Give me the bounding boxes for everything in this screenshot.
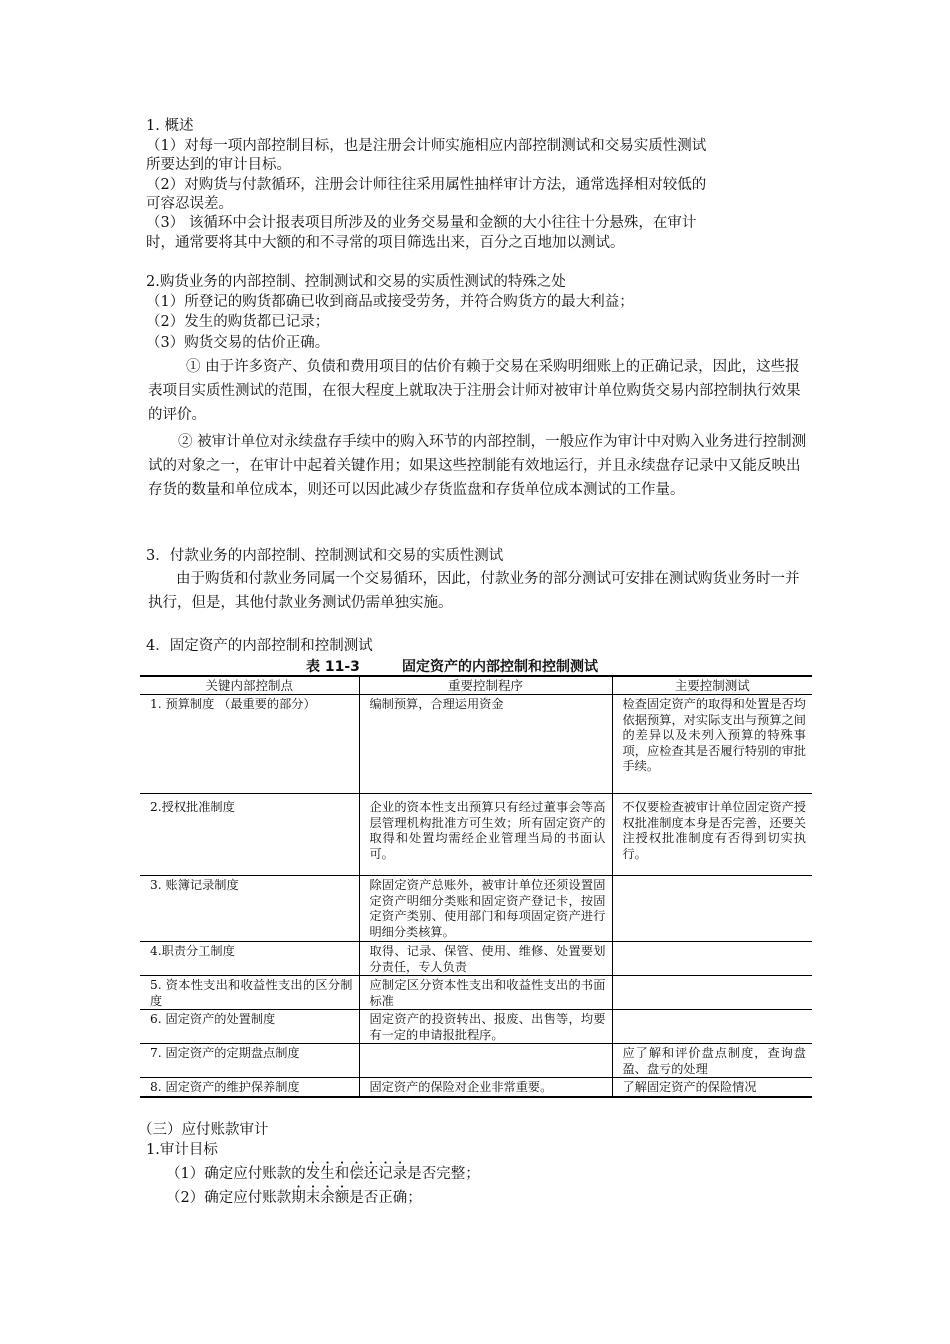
- s2-note-1: ① 由于许多资产、负债和费用项目的估价有赖于交易在采购明细账上的正确记录，因此，这些报表项目实质性测试的范围，在很大程度上就取决于注册会计师对被审计单位购货交易内部控制执行效果的评价。: [148, 359, 801, 423]
- table-row: [140, 794, 812, 876]
- table-cell: 7. 固定资产的定期盘点制度: [140, 1044, 359, 1078]
- table-cell: 8. 固定资产的维护保养制度: [140, 1078, 359, 1097]
- s1-para-1a: （1）对每一项内部控制目标，也是注册会计师实施相应内部控制测试和交易实质性测试: [146, 138, 707, 154]
- s2-item-3: （3）购货交易的估价正确。: [146, 335, 330, 351]
- table-cell: 编制预算，合理运用资金: [359, 695, 612, 794]
- objective-1: （1）确定应付账款的发生和偿还记录是否完整；: [166, 1166, 480, 1182]
- table-cell: [612, 942, 812, 976]
- table-cell: [612, 876, 812, 942]
- table-cell: 固定资产的保险对企业非常重要。: [359, 1078, 612, 1097]
- section-5-heading: （三）应付账款审计: [138, 1122, 269, 1138]
- s1-para-1b: 所要达到的审计目标。: [146, 157, 291, 173]
- section-2-heading: 2.购货业务的内部控制、控制测试和交易的实质性测试的特殊之处: [146, 274, 566, 290]
- table-cell: 取得、记录、保管、使用、维修、处置要划分责任，专人负责: [359, 942, 612, 976]
- table-header-row: [140, 676, 812, 695]
- fixed-asset-control-table: [140, 675, 812, 1098]
- s2-item-2: （2）发生的购货都已记录；: [146, 314, 330, 330]
- s1-para-2a: （2）对购货与付款循环，注册会计师往往采用属性抽样审计方法，通常选择相对较低的: [146, 177, 707, 193]
- table-cell: 检查固定资产的取得和处置是否均依据预算，对实际支出与预算之间的差异以及未列入预算的特殊事项，应检查其是否履行特别的审批手续。: [612, 695, 812, 794]
- table-row: [140, 976, 812, 1010]
- table-row: [140, 1044, 812, 1078]
- table-cell: 应了解和评价盘点制度，查询盘盈、盘亏的处理: [612, 1044, 812, 1078]
- table-cell: [612, 976, 812, 1010]
- table-title: 固定资产的内部控制和控制测试: [402, 659, 598, 675]
- table-cell: 1. 预算制度 （最重要的部分）: [140, 695, 359, 794]
- header-cell: 重要控制程序: [359, 676, 612, 695]
- table-row: [140, 1078, 812, 1097]
- section-4-heading: 4．固定资产的内部控制和控制测试: [146, 638, 373, 654]
- table-cell: 6. 固定资产的处置制度: [140, 1010, 359, 1044]
- header-cell: 关键内部控制点: [140, 676, 359, 695]
- s3-body: 由于购货和付款业务同属一个交易循环，因此，付款业务的部分测试可安排在测试购货业务时一并执行，但是，其他付款业务测试仍需单独实施。: [148, 571, 800, 611]
- section-3-heading: 3．付款业务的内部控制、控制测试和交易的实质性测试: [146, 548, 504, 564]
- table-cell: 了解固定资产的保险情况: [612, 1078, 812, 1097]
- table-cell: 固定资产的投资转出、报废、出售等，均要有一定的申请报批程序。: [359, 1010, 612, 1044]
- header-cell: 主要控制测试: [612, 676, 812, 695]
- table-row: [140, 1010, 812, 1044]
- table-caption: [140, 655, 812, 675]
- table-cell: 除固定资产总账外，被审计单位还须设置固定资产明细分类账和固定资产登记卡，按固定资产类别、使用部门和每项固定资产进行明细分类核算。: [359, 876, 612, 942]
- table-cell: 4.职责分工制度: [140, 942, 359, 976]
- table-cell: 不仅要检查被审计单位固定资产授权批准制度本身是否完善，还要关注授权批准制度有否得到切实执行。: [612, 794, 812, 876]
- table-cell: 企业的资本性支出预算只有经过董事会等高层管理机构批准方可生效；所有固定资产的取得和处置均需经企业管理当局的书面认可。: [359, 794, 612, 876]
- section-1-heading: 1. 概述: [146, 118, 194, 134]
- s1-para-3b: 时，通常要将其中大额的和不寻常的项目筛选出来，百分之百地加以测试。: [146, 235, 625, 251]
- table-cell: 应制定区分资本性支出和收益性支出的书面标准: [359, 976, 612, 1010]
- s2-note-2: ② 被审计单位对永续盘存手续中的购入环节的内部控制，一般应作为审计中对购入业务进行控制测试的对象之一，在审计中起着关键作用；如果这些控制能有效地运行，并且永续盘存记录中又能反映出存货的数量和单位成本，则还可以因此减少存货监盘和存货单位成本测试的工作量。: [148, 434, 807, 498]
- s2-item-1: （1）所登记的购货都确已收到商品或接受劳务，并符合购货方的最大利益；: [146, 294, 634, 310]
- table-cell: 3. 账簿记录制度: [140, 876, 359, 942]
- s1-para-3a: （3） 该循环中会计报表项目所涉及的业务交易量和金额的大小往往十分悬殊，在审计: [146, 215, 697, 231]
- table-number: 表 11-3: [306, 659, 360, 675]
- objective-2: （2）确定应付账款期末余额是否正确；: [166, 1190, 422, 1206]
- table-cell: [359, 1044, 612, 1078]
- table-row: [140, 876, 812, 942]
- table-row: [140, 942, 812, 976]
- table-cell: 2.授权批准制度: [140, 794, 359, 876]
- table-cell: 5. 资本性支出和收益性支出的区分制度: [140, 976, 359, 1010]
- s1-para-2b: 可容忍误差。: [146, 196, 233, 212]
- audit-objective-heading: 1.审计目标: [146, 1142, 218, 1158]
- table-cell: [612, 1010, 812, 1044]
- table-row: [140, 695, 812, 794]
